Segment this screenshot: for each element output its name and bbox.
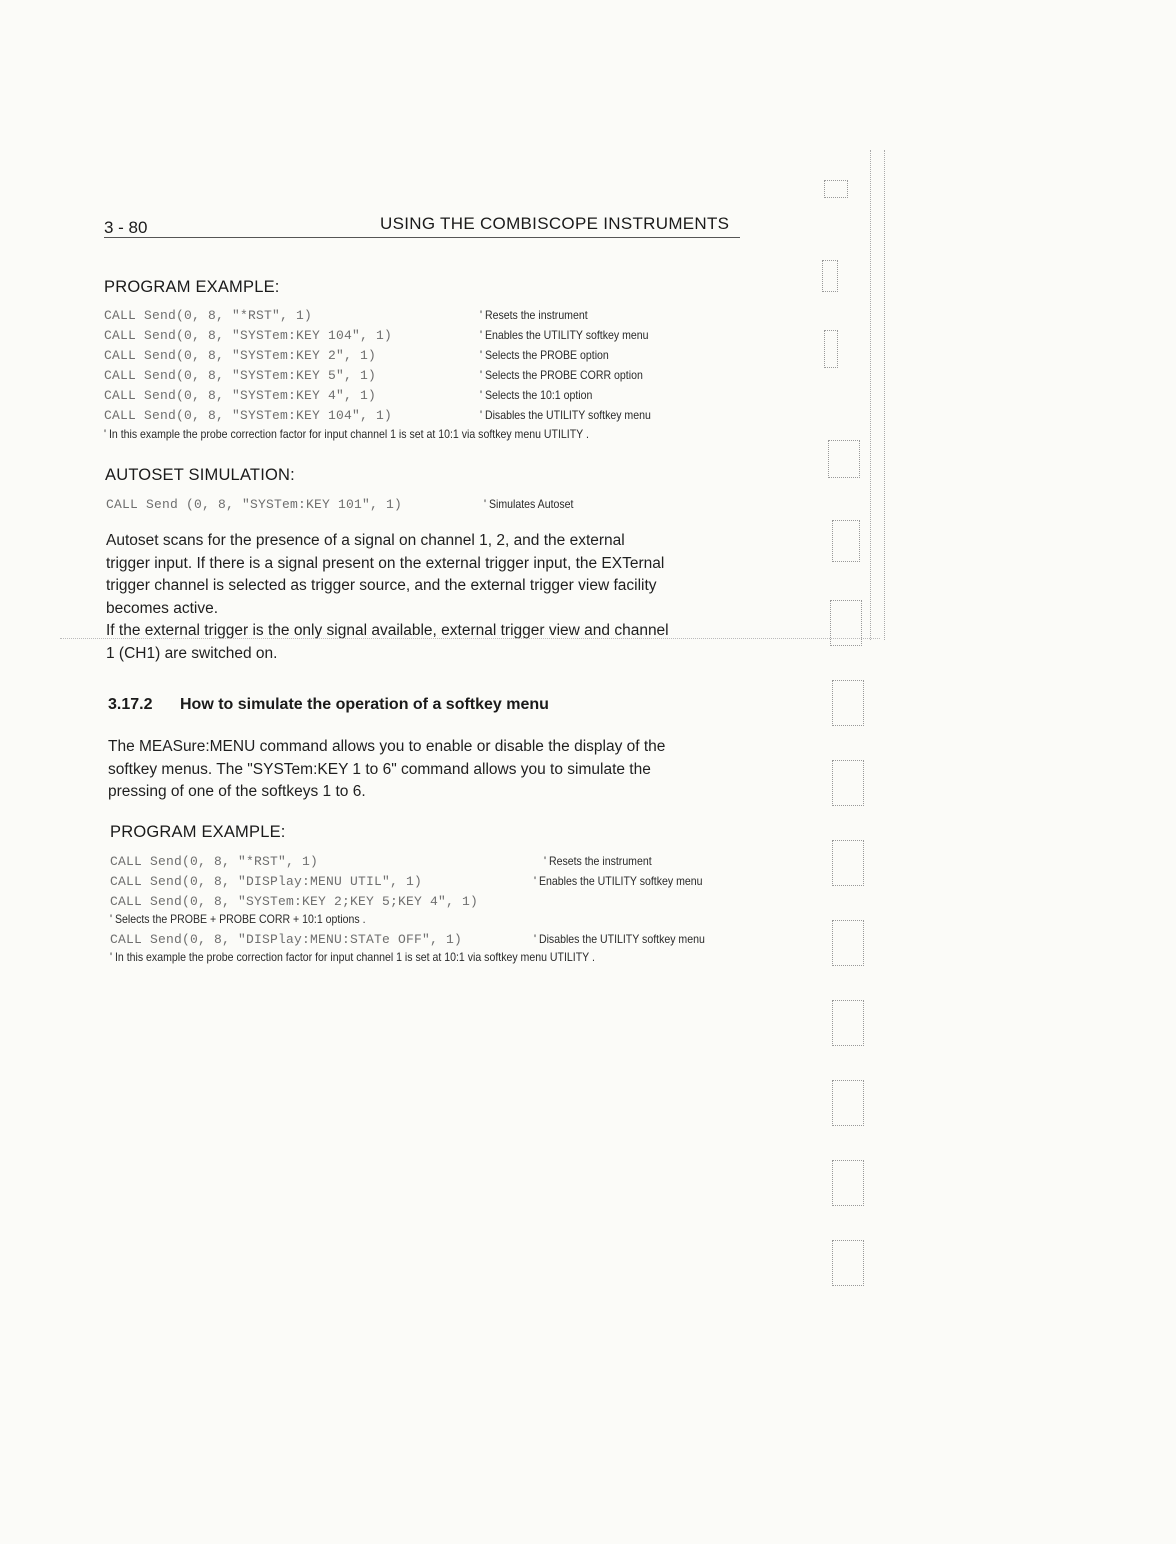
example-note-1: ' In this example the probe correction factor for input channel 1 is set at 10:1 via softkey menu UTILITY .: [104, 427, 589, 441]
code-line: [110, 892, 728, 912]
example-note-2: ' In this example the probe correction factor for input channel 1 is set at 10:1 via softkey menu UTILITY .: [110, 950, 595, 964]
program-example-heading-2: PROGRAM EXAMPLE:: [110, 823, 286, 841]
code-block-2: [110, 852, 728, 968]
code-text: CALL Send(0, 8, "SYSTem:KEY 2;KEY 5;KEY 4", 1): [110, 894, 479, 909]
code-text: CALL Send (0, 8, "SYSTem:KEY 101", 1): [106, 497, 403, 512]
margin-mark: [832, 520, 860, 562]
code-line: [104, 366, 674, 386]
text-line: pressing of one of the softkeys 1 to 6.: [108, 783, 366, 800]
margin-mark: [822, 260, 838, 292]
text-line: The MEASure:MENU command allows you to enable or disable the display of the: [108, 738, 666, 755]
code-comment: ' Simulates Autoset: [484, 497, 574, 511]
code-text: CALL Send(0, 8, "*RST", 1): [104, 308, 313, 323]
code-line: [110, 872, 728, 892]
code-comment: ' Resets the instrument: [480, 308, 588, 322]
code-text: CALL Send(0, 8, "SYSTem:KEY 2", 1): [104, 348, 377, 363]
code-note: ' Selects the PROBE + PROBE CORR + 10:1 options .: [110, 912, 366, 926]
margin-mark: [832, 1000, 864, 1046]
code-comment: ' Disables the UTILITY softkey menu: [480, 408, 651, 422]
header-rule: [104, 237, 740, 238]
code-comment: ' Selects the PROBE option: [480, 348, 609, 362]
code-text: CALL Send(0, 8, "SYSTem:KEY 5", 1): [104, 368, 377, 383]
text-line: softkey menus. The "SYSTem:KEY 1 to 6" command allows you to simulate the: [108, 760, 651, 778]
margin-mark: [832, 1240, 864, 1286]
code-block-1: [104, 306, 674, 426]
text-line: 1 (CH1) are switched on.: [106, 644, 278, 662]
margin-mark: [832, 680, 864, 726]
margin-mark: [824, 180, 848, 198]
autoset-paragraph-1: [106, 530, 751, 620]
code-line: [110, 930, 728, 950]
code-line: [104, 386, 674, 406]
margin-mark: [832, 1160, 864, 1206]
section-title: How to simulate the operation of a softkey menu: [180, 696, 549, 713]
code-text: CALL Send(0, 8, "SYSTem:KEY 104", 1): [104, 328, 393, 343]
section-number: 3.17.2: [108, 696, 153, 713]
margin-mark: [832, 920, 864, 966]
page-header-title: USING THE COMBISCOPE INSTRUMENTS: [380, 214, 730, 233]
autoset-heading: AUTOSET SIMULATION:: [105, 466, 295, 484]
text-line: trigger input. If there is a signal present on the external trigger input, the EXTernal: [106, 554, 665, 572]
margin-mark: [824, 330, 838, 368]
autoset-code-line: [106, 495, 586, 515]
text-line: If the external trigger is the only signal available, external trigger view and channel: [106, 622, 669, 639]
code-line: [110, 852, 728, 872]
scan-dotted-line: [60, 638, 880, 639]
code-line: [104, 346, 674, 366]
text-line: becomes active.: [106, 599, 218, 617]
code-comment: ' Resets the instrument: [544, 854, 652, 868]
code-comment: ' Selects the PROBE CORR option: [480, 368, 643, 382]
margin-mark: [830, 600, 862, 646]
margin-mark: [832, 1080, 864, 1126]
section-paragraph: [108, 736, 753, 804]
margin-mark: [828, 440, 860, 478]
code-line: [104, 326, 674, 346]
code-text: CALL Send(0, 8, "DISPlay:MENU:STATe OFF", 1): [110, 932, 463, 947]
code-comment: ' Enables the UTILITY softkey menu: [480, 328, 649, 342]
code-line: [104, 306, 674, 326]
margin-marks: [818, 150, 888, 640]
code-line: [104, 406, 674, 426]
margin-mark: [832, 760, 864, 806]
page-number: 3 - 80: [104, 218, 148, 237]
code-text: CALL Send(0, 8, "DISPlay:MENU UTIL", 1): [110, 874, 423, 889]
section-heading-3-17-2: [108, 696, 549, 714]
code-text: CALL Send(0, 8, "SYSTem:KEY 104", 1): [104, 408, 393, 423]
code-text: CALL Send(0, 8, "SYSTem:KEY 4", 1): [104, 388, 377, 403]
code-comment: ' Enables the UTILITY softkey menu: [534, 874, 703, 888]
text-line: trigger channel is selected as trigger source, and the external trigger view facility: [106, 577, 657, 594]
text-line: Autoset scans for the presence of a signal on channel 1, 2, and the external: [106, 532, 625, 549]
program-example-heading-1: PROGRAM EXAMPLE:: [104, 278, 280, 296]
margin-mark: [832, 840, 864, 886]
code-comment: ' Selects the 10:1 option: [480, 388, 593, 402]
code-text: CALL Send(0, 8, "*RST", 1): [110, 854, 319, 869]
code-comment: ' Disables the UTILITY softkey menu: [534, 932, 705, 946]
autoset-paragraph-2: [106, 620, 751, 665]
